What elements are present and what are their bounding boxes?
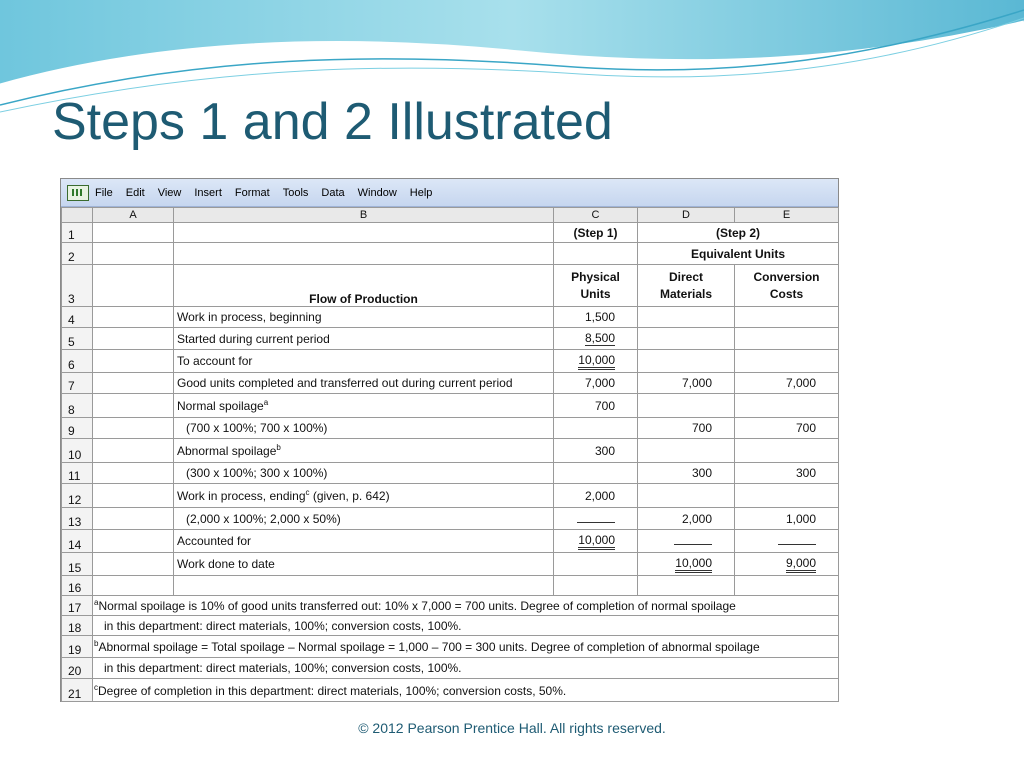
direct-materials-value[interactable]	[638, 530, 735, 553]
cell[interactable]	[735, 576, 839, 596]
table-row	[62, 576, 839, 596]
cell[interactable]	[93, 265, 174, 307]
footnote-marker: c	[305, 488, 310, 497]
row-label[interactable]: (700 x 100%; 700 x 100%)	[174, 418, 554, 439]
conversion-costs-value[interactable]: 300	[735, 463, 839, 484]
table-row	[62, 307, 839, 328]
excel-icon[interactable]	[67, 185, 89, 201]
footnote-row	[62, 596, 839, 616]
physical-units-value[interactable]	[554, 553, 638, 576]
footnote-a[interactable]	[93, 596, 839, 616]
menu-insert[interactable]: Insert	[194, 186, 222, 199]
step2-label[interactable]: (Step 2)	[638, 223, 839, 243]
row-header[interactable]: 13	[62, 508, 93, 530]
physical-units-value[interactable]	[554, 508, 638, 530]
label-text-suffix: (given, p. 642)	[309, 489, 390, 503]
menu-bar	[61, 179, 838, 207]
table-row	[62, 328, 839, 350]
column-header-b[interactable]: B	[174, 208, 554, 223]
row-header[interactable]: 9	[62, 418, 93, 439]
row-label[interactable]	[174, 394, 554, 418]
row-label[interactable]: Good units completed and transferred out during current period	[174, 373, 554, 394]
conversion-costs-header[interactable]	[735, 265, 839, 307]
column-header-e[interactable]: E	[735, 208, 839, 223]
physical-units-value[interactable]: 2,000	[554, 484, 638, 508]
cell[interactable]	[174, 223, 554, 243]
row-header[interactable]: 10	[62, 439, 93, 463]
physical-units-value[interactable]: 300	[554, 439, 638, 463]
cell[interactable]	[93, 530, 174, 553]
footnote-b[interactable]	[93, 636, 839, 658]
row-header[interactable]: 18	[62, 616, 93, 636]
cell[interactable]	[554, 576, 638, 596]
row-header[interactable]: 16	[62, 576, 93, 596]
direct-materials-value[interactable]	[638, 328, 735, 350]
row-header[interactable]: 4	[62, 307, 93, 328]
footnote-a-continued[interactable]: in this department: direct materials, 100%; conversion costs, 100%.	[93, 616, 839, 636]
row-header[interactable]: 21	[62, 679, 93, 702]
table-row	[62, 508, 839, 530]
blank-underline	[577, 512, 615, 523]
physical-units-value[interactable]: 7,000	[554, 373, 638, 394]
footnote-marker: a	[94, 598, 99, 607]
physical-units-value[interactable]	[554, 463, 638, 484]
conversion-costs-value[interactable]	[735, 394, 839, 418]
footnote-text: Normal spoilage is 10% of good units transferred out: 10% x 7,000 = 700 units. Degree of completion of normal spoilage	[98, 599, 736, 613]
conversion-costs-value[interactable]	[735, 328, 839, 350]
table-row	[62, 553, 839, 576]
footnote-text: Abnormal spoilage = Total spoilage – Normal spoilage = 1,000 – 700 = 300 units. Degree of completion of abnormal spoilage	[98, 640, 760, 654]
row-label[interactable]	[174, 439, 554, 463]
table-row	[62, 463, 839, 484]
cell[interactable]	[93, 307, 174, 328]
row-header[interactable]: 2	[62, 243, 93, 265]
row-label[interactable]: Accounted for	[174, 530, 554, 553]
row-header[interactable]: 19	[62, 636, 93, 658]
row-header[interactable]: 12	[62, 484, 93, 508]
direct-materials-value[interactable]	[638, 439, 735, 463]
footnote-marker: b	[276, 443, 281, 452]
spreadsheet-window	[60, 178, 839, 702]
table-row	[62, 350, 839, 373]
conversion-costs-value[interactable]	[735, 530, 839, 553]
cell[interactable]	[93, 243, 174, 265]
blank-underline	[674, 534, 712, 545]
flow-of-production-header[interactable]: Flow of Production	[174, 265, 554, 307]
row-label[interactable]: Work done to date	[174, 553, 554, 576]
cell[interactable]	[93, 373, 174, 394]
conversion-costs-value[interactable]	[735, 484, 839, 508]
cell[interactable]	[93, 553, 174, 576]
table-row	[62, 373, 839, 394]
direct-line1: Direct	[668, 269, 703, 284]
direct-materials-header[interactable]	[638, 265, 735, 307]
row-header[interactable]: 17	[62, 596, 93, 616]
label-text: Abnormal spoilage	[177, 444, 277, 458]
footnote-marker: a	[263, 398, 269, 407]
direct-materials-value[interactable]	[638, 350, 735, 373]
physical-line1: Physical	[571, 269, 620, 284]
cell[interactable]	[93, 418, 174, 439]
cell[interactable]	[93, 484, 174, 508]
direct-materials-value[interactable]: 700	[638, 418, 735, 439]
physical-units-value[interactable]	[554, 328, 638, 350]
menu-format[interactable]: Format	[234, 186, 270, 199]
column-header-d[interactable]: D	[638, 208, 735, 223]
slide-title: Steps 1 and 2 Illustrated	[52, 93, 613, 151]
footnote-marker: b	[94, 639, 99, 648]
conversion-costs-value[interactable]	[735, 350, 839, 373]
row-label[interactable]: Started during current period	[174, 328, 554, 350]
direct-materials-value[interactable]: 300	[638, 463, 735, 484]
direct-line2: Materials	[659, 286, 713, 301]
physical-line2: Units	[580, 286, 611, 301]
menu-edit[interactable]: Edit	[125, 186, 145, 199]
step1-label[interactable]: (Step 1)	[554, 223, 638, 243]
physical-units-value[interactable]	[554, 530, 638, 553]
row-header[interactable]: 14	[62, 530, 93, 553]
column-header-a[interactable]: A	[93, 208, 174, 223]
double-underlined-value: 10,000	[578, 533, 615, 550]
row-header[interactable]: 15	[62, 553, 93, 576]
cell[interactable]	[174, 576, 554, 596]
label-text: Normal spoilage	[177, 399, 264, 413]
row-header[interactable]: 8	[62, 394, 93, 418]
row-label[interactable]: (2,000 x 100%; 2,000 x 50%)	[174, 508, 554, 530]
row-header[interactable]: 3	[62, 265, 93, 307]
underlined-value: 8,500	[584, 331, 615, 345]
physical-units-value[interactable]: 1,500	[554, 307, 638, 328]
menu-data[interactable]: Data	[321, 186, 345, 199]
menu-tools[interactable]: Tools	[282, 186, 309, 199]
column-header-c[interactable]: C	[554, 208, 638, 223]
row-header[interactable]: 5	[62, 328, 93, 350]
cell[interactable]	[93, 508, 174, 530]
physical-units-value[interactable]	[554, 418, 638, 439]
footnote-row	[62, 636, 839, 658]
cell[interactable]	[93, 223, 174, 243]
footnote-marker: c	[94, 682, 98, 692]
row-header[interactable]: 20	[62, 658, 93, 679]
cell[interactable]	[554, 243, 638, 265]
table-row	[62, 530, 839, 553]
cell[interactable]	[93, 576, 174, 596]
cell[interactable]	[174, 243, 554, 265]
row-header[interactable]: 7	[62, 373, 93, 394]
row-header[interactable]: 11	[62, 463, 93, 484]
table-row	[62, 418, 839, 439]
direct-materials-value[interactable]	[638, 394, 735, 418]
footnote-row	[62, 616, 839, 636]
menu-window[interactable]: Window	[357, 186, 397, 199]
row-label[interactable]: Work in process, beginning	[174, 307, 554, 328]
cell[interactable]	[93, 328, 174, 350]
conversion-costs-value[interactable]	[735, 553, 839, 576]
cell[interactable]	[93, 463, 174, 484]
conversion-costs-value[interactable]: 1,000	[735, 508, 839, 530]
cell[interactable]	[638, 576, 735, 596]
footnote-text: Degree of completion in this department: direct materials, 100%; conversion costs, 50%.	[98, 683, 567, 698]
physical-units-header[interactable]	[554, 265, 638, 307]
double-underlined-value: 10,000	[578, 353, 615, 370]
row-label[interactable]: (300 x 100%; 300 x 100%)	[174, 463, 554, 484]
copyright-notice: © 2012 Pearson Prentice Hall. All rights reserved.	[358, 720, 666, 736]
physical-units-value[interactable]	[554, 350, 638, 373]
menu-file[interactable]: File	[95, 186, 113, 199]
menu-view[interactable]: View	[157, 186, 182, 199]
table-row	[62, 439, 839, 463]
row-header[interactable]: 1	[62, 223, 93, 243]
table-row	[62, 484, 839, 508]
spreadsheet-grid	[61, 207, 839, 702]
footnote-b-continued[interactable]: in this department: direct materials, 100%; conversion costs, 100%.	[93, 658, 839, 679]
conversion-costs-value[interactable]	[735, 439, 839, 463]
physical-units-value[interactable]: 700	[554, 394, 638, 418]
table-row	[62, 394, 839, 418]
row-label[interactable]: To account for	[174, 350, 554, 373]
conversion-line2: Costs	[769, 286, 804, 301]
conversion-costs-value[interactable]	[735, 307, 839, 328]
direct-materials-value[interactable]: 7,000	[638, 373, 735, 394]
direct-materials-value[interactable]	[638, 553, 735, 576]
cell[interactable]	[93, 350, 174, 373]
double-underlined-value: 10,000	[675, 556, 712, 573]
double-underlined-value: 9,000	[786, 556, 816, 573]
equivalent-units-label[interactable]: Equivalent Units	[638, 243, 839, 265]
cell[interactable]	[93, 394, 174, 418]
direct-materials-value[interactable]	[638, 484, 735, 508]
conversion-line1: Conversion	[753, 269, 820, 284]
conversion-costs-value[interactable]: 700	[735, 418, 839, 439]
label-text: Work in process, ending	[177, 489, 306, 503]
footnote-c[interactable]	[93, 679, 839, 702]
menu-help[interactable]: Help	[409, 186, 433, 199]
row-label[interactable]	[174, 484, 554, 508]
direct-materials-value[interactable]	[638, 307, 735, 328]
direct-materials-value[interactable]: 2,000	[638, 508, 735, 530]
footnote-row	[62, 679, 839, 702]
footnote-row	[62, 658, 839, 679]
cell[interactable]	[93, 439, 174, 463]
corner-cell[interactable]	[62, 208, 93, 223]
row-header[interactable]: 6	[62, 350, 93, 373]
blank-underline	[778, 534, 816, 545]
conversion-costs-value[interactable]: 7,000	[735, 373, 839, 394]
